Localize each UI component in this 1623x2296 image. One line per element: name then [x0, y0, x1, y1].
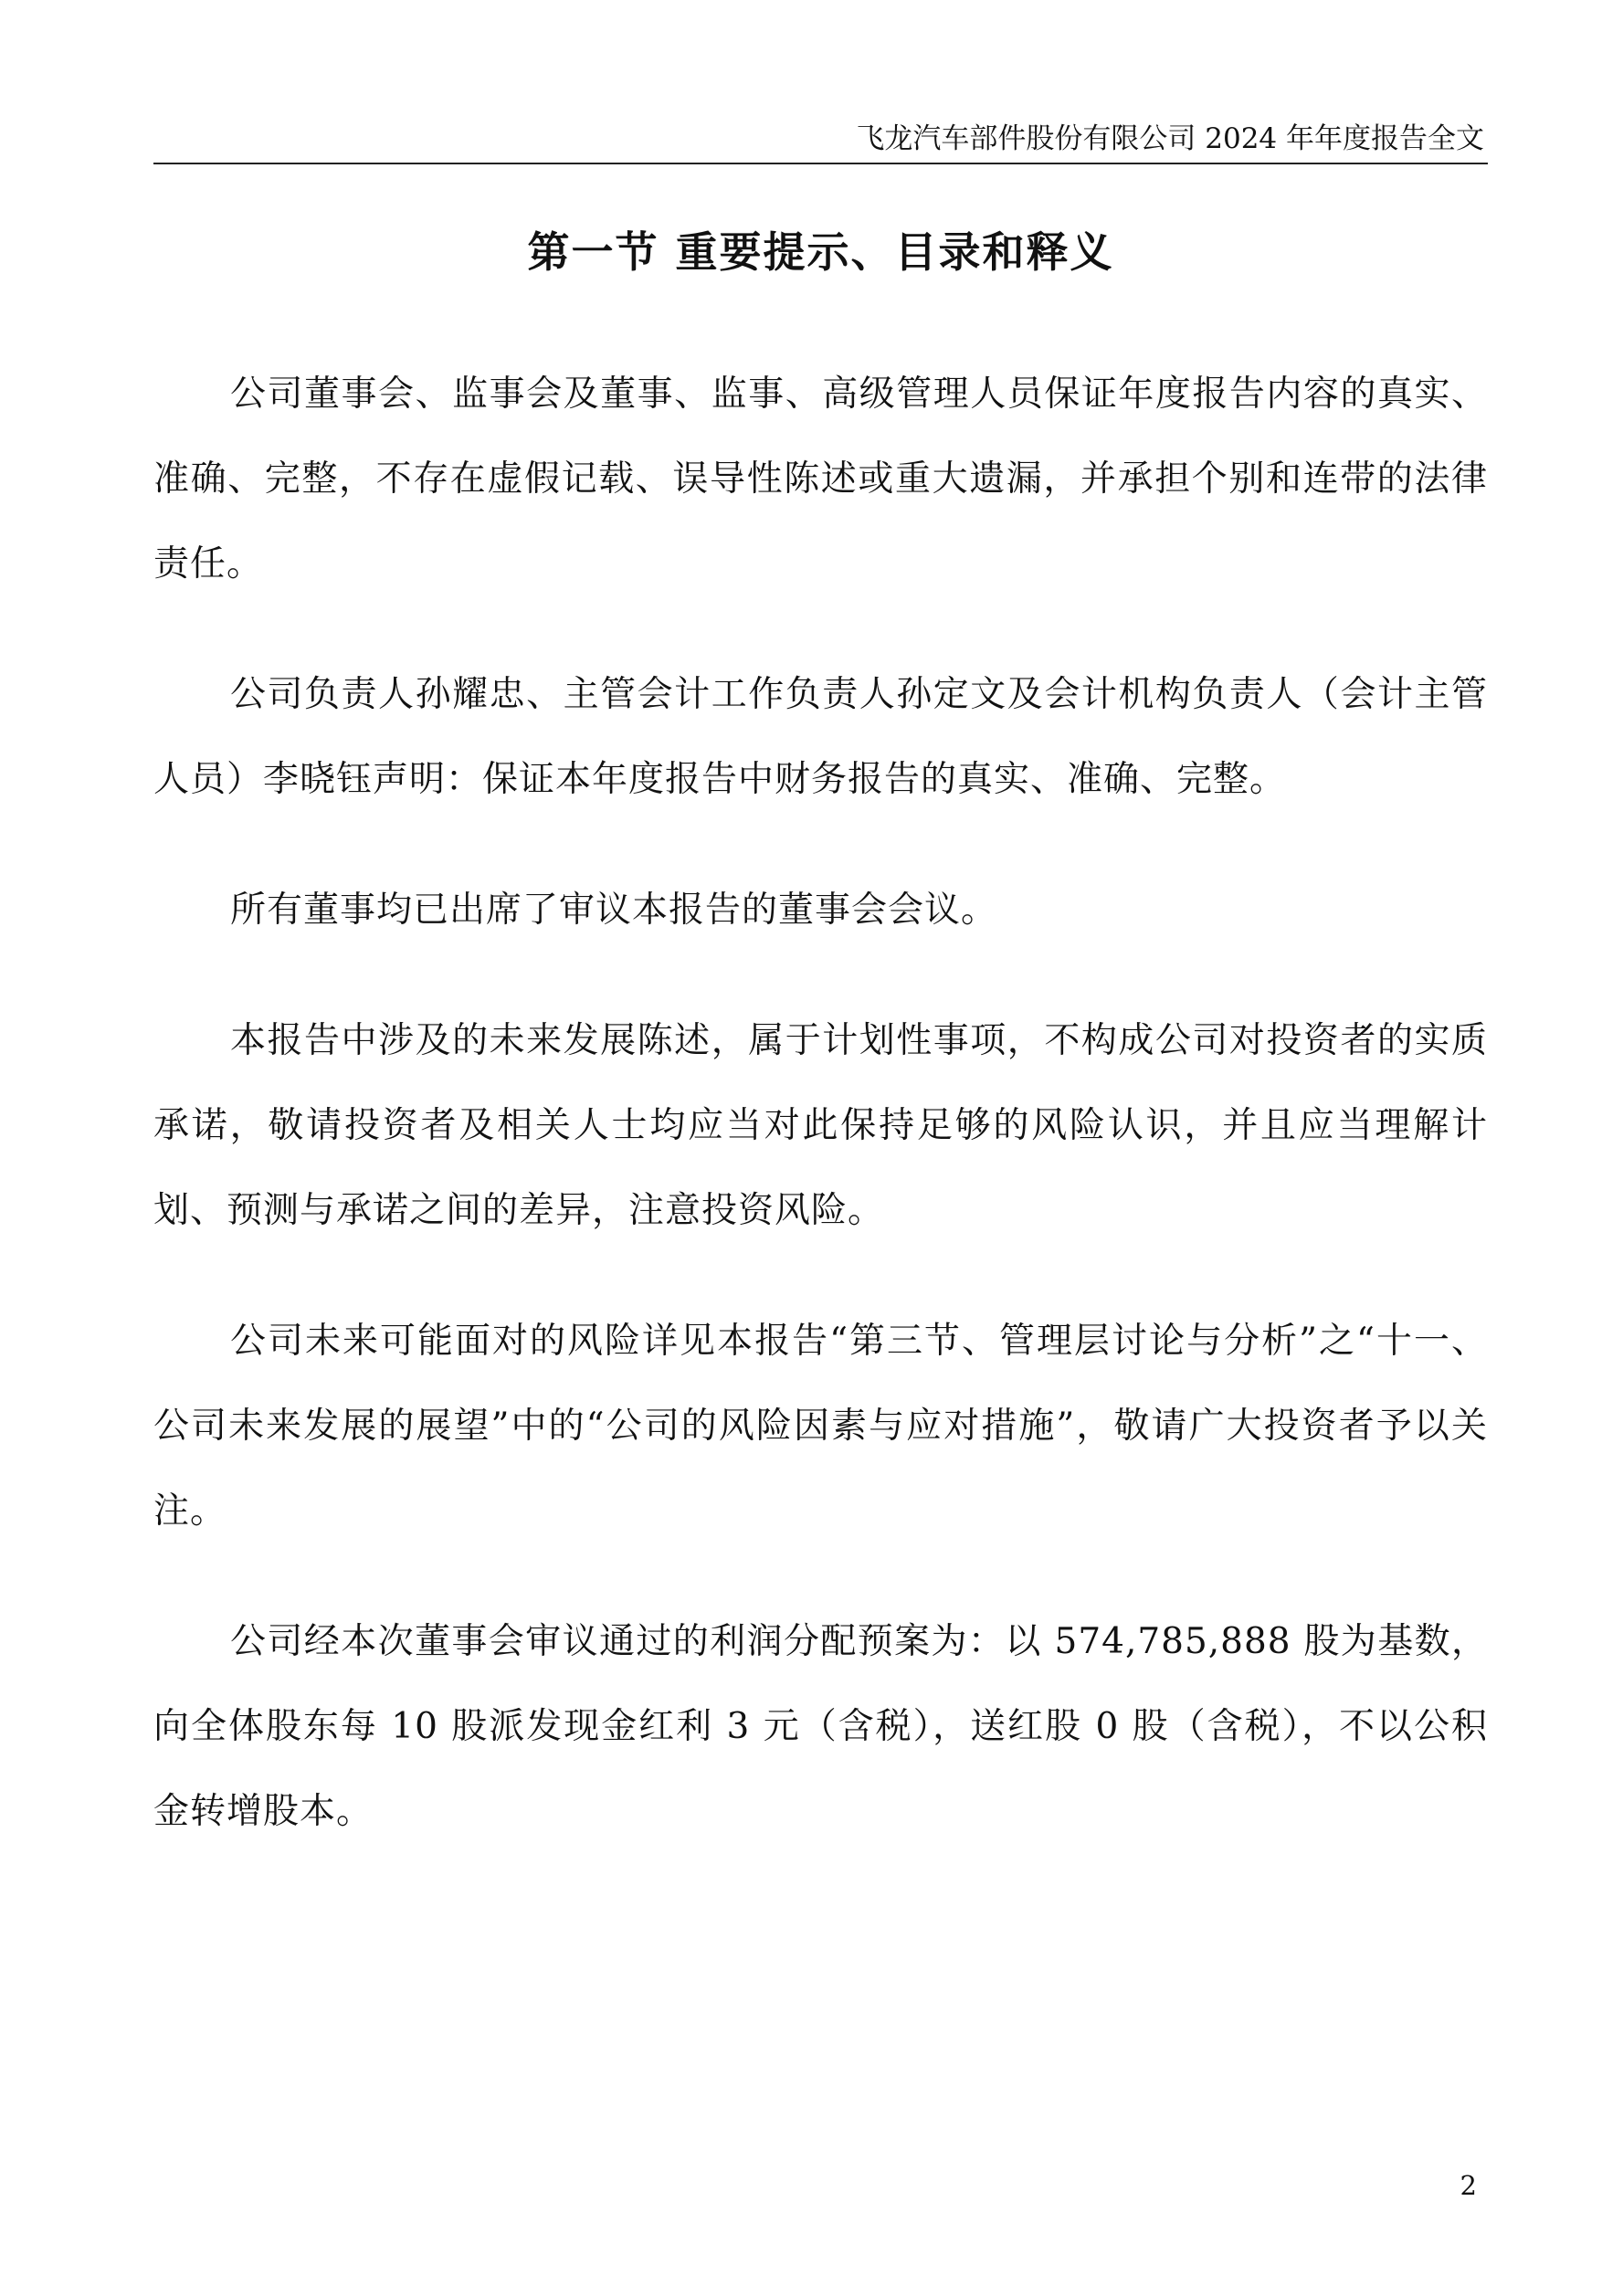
page-number: 2: [1460, 2170, 1477, 2201]
header-title: 飞龙汽车部件股份有限公司 2024 年年度报告全文: [856, 122, 1484, 155]
section-title: 第一节 重要提示、目录和释义: [527, 227, 1114, 277]
paragraph-financial-statement: 公司负责人孙耀忠、主管会计工作负责人孙定文及会计机构负责人（会计主管人员）李晓钰声明：保证本年度报告中财务报告的真实、准确、完整。: [153, 674, 1488, 800]
paragraph-board-guarantee: 公司董事会、监事会及董事、监事、高级管理人员保证年度报告内容的真实、准确、完整，不存在虚假记载、误导性陈述或重大遗漏，并承担个别和连带的法律责任。: [153, 374, 1488, 585]
paragraph-forward-looking: 本报告中涉及的未来发展陈述，属于计划性事项，不构成公司对投资者的实质承诺，敬请投资者及相关人士均应当对此保持足够的风险认识，并且应当理解计划、预测与承诺之间的差异，注意投资风险。: [153, 1020, 1488, 1231]
page-header: [153, 108, 1488, 164]
paragraph-board-attendance: 所有董事均已出席了审议本报告的董事会会议。: [230, 890, 998, 931]
paragraph-risk-reference: 公司未来可能面对的风险详见本报告“第三节、管理层讨论与分析”之“十一、公司未来发展的展望”中的“公司的风险因素与应对措施”，敬请广大投资者予以关注。: [153, 1321, 1488, 1532]
body-text: [153, 352, 1488, 1900]
paragraph-profit-distribution: 公司经本次董事会审议通过的利润分配预案为：以 574,785,888 股为基数，向全体股东每 10 股派发现金红利 3 元（含税），送红股 0 股（含税），不以公积金转增股本。: [153, 1621, 1488, 1832]
